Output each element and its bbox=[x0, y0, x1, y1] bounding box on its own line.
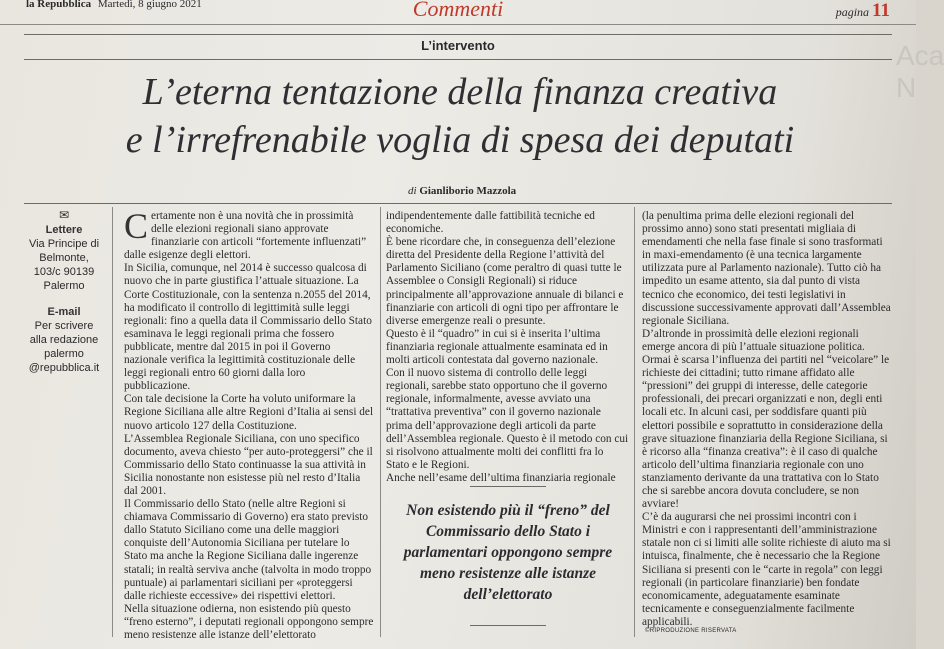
article-paragraph: Con tale decisione la Corte ha voluto uniformare la Regione Siciliana alle altre Regioni d’Italia ai sensi del nuovo articolo 127 della Costituzione. bbox=[124, 393, 374, 432]
article-paragraph: Nella situazione odierna, non esistendo più questo “freno esterno”, i deputati regionali oppongono sempre meno resistenze alle istanze dell’elettorato bbox=[124, 602, 374, 641]
article-paragraph: Il Commissario dello Stato (nelle altre Regioni si chiamava Commissario di Governo) era stato previsto dallo Statuto Siciliano come una delle maggiori conquiste dell’Autonomia Siciliana per tutelare lo Stato ma anche la Regione Siciliana dalle ingerenze statali; in realtà serviva anche (talvolta in modo troppo puntuale) ai parlamentari siciliani per «proteggersi dalle richieste eccessive» dei rispettivi elettori. bbox=[124, 498, 372, 602]
article-paragraph: In Sicilia, comunque, nel 2014 è successo qualcosa di nuovo che in parte giustifica l’attuale situazione. La Corte Costituzionale, con la sentenza n.2055 del 2014, ha modificato il controllo di legittimità sulle leggi regionali: fino a quella data il Commissario dello Stato esaminava le leggi regionali prima che fossero pubblicate, mentre dal 2015 in poi il Governo nazionale verifica la legittimità costituzionale delle leggi regionali entro 60 giorni dalla loro pubblicazione. bbox=[124, 262, 372, 393]
letters-sidebar bbox=[26, 208, 102, 375]
article-paragraph: Anche nell’esame dell’ultima finanziaria regionale bbox=[386, 471, 616, 484]
page-number-value: 11 bbox=[872, 0, 890, 21]
postal-address: Via Principe di Belmonte, 103/c 90139 Palermo bbox=[28, 238, 100, 292]
article-paragraph: Questo è il “quadro” in cui si è inserita l’ultima finanziaria regionale attualmente esaminata ed in molti articoli contestata dal governo nazionale. bbox=[386, 327, 608, 367]
page-header bbox=[0, 0, 916, 25]
divider bbox=[470, 625, 546, 626]
copyright-notice: ©RIPRODUZIONE RISERVATA bbox=[645, 628, 737, 634]
article-paragraph: L’Assemblea Regionale Siciliana, con uno specifico documento, aveva chiesto “per auto-proteggersi” che il Commissario dello Stato continuasse la sua attività in Sicilia nonostante non esistesse più nel resto d’Italia dal 2001. bbox=[124, 432, 373, 497]
headline-line-2: e l’irrefrenabile voglia di spesa dei deputati bbox=[125, 119, 795, 161]
byline bbox=[408, 185, 516, 197]
article-paragraph: indipendentemente dalle fattibilità tecniche ed economiche. bbox=[386, 210, 595, 236]
issue-date: Martedì, 8 giugno 2021 bbox=[97, 0, 202, 10]
kicker: L’intervento bbox=[421, 38, 495, 53]
envelope-icon: ✉ bbox=[58, 208, 70, 222]
article-paragraph: D’altronde in prossimità delle elezioni regionali emerge ancora di più l’attuale situazione politica. bbox=[642, 327, 865, 353]
letters-label: Lettere bbox=[45, 224, 83, 236]
page-label: pagina bbox=[835, 5, 870, 19]
article-paragraph: Certamente non è una novità che in prossimità delle elezioni regionali siano approvate finanziarie con articoli “fortemente influenzati” dalle esigenze degli elettori. bbox=[124, 206, 367, 262]
divider bbox=[470, 486, 546, 487]
article-paragraph: Con il nuovo sistema di controllo delle leggi regionali, sarebbe stato opportuno che il governo regionale, informalmente, avesse avviato una “trattativa preventiva” con il governo nazionale prima dell’approvazione degli articoli da parte dell’Assemblea regionale. Questo è il metodo con cui si risolvono attualmente molti dei conflitti fra lo Stato e le Regioni. bbox=[386, 367, 629, 471]
page-number bbox=[836, 0, 890, 22]
pull-quote: Non esistendo più il “freno” del Commissario dello Stato i parlamentari oppongono sempre meno resistenze alle istanze dell’elettorato bbox=[403, 502, 613, 603]
email-address[interactable]: Per scrivere alla redazione palermo @repubblica.it bbox=[28, 320, 100, 374]
section-title: Commenti bbox=[412, 0, 504, 21]
bleed-through-text: Aca N bbox=[896, 40, 944, 103]
column-divider bbox=[380, 207, 381, 637]
article-paragraph: È bene ricordare che, in conseguenza dell’elezione diretta del Presidente della Regione l’attività del Parlamento Siciliano (come peraltro di quasi tutte le Assemblee o Consigli Regionali) si riduce principalmente all’approvazione annuale di bilanci e finanziarie con articoli di ogni tipo per affrontare le diverse emergenze reali o presunte. bbox=[386, 236, 624, 327]
divider bbox=[24, 34, 892, 35]
divider bbox=[24, 59, 892, 60]
email-label: E-mail bbox=[47, 306, 81, 318]
article-paragraph: C’è da augurarsi che nei prossimi incontri con i Ministri e con i rappresentanti dell’amministrazione statale non ci si limiti alle solite richieste di aiuto ma si intuisca, finalmente, che è necessario che la Regione Siciliana si presenti con le “carte in regola” con leggi regionali (in particolare finanziarie) ben fondate economicamente, adeguatamente esaminate tecnicamente e conseguenzialmente facilmente applicabili. bbox=[642, 511, 891, 628]
article-paragraph: (la penultima prima delle elezioni regionali del prossimo anno) sono stati presentati migliaia di emendamenti che nella fase finale si sono trasformati in maxi-emendamento (è una tecnica largamente utilizzata pure al Parlamento nazionale). Tutto ciò ha impedito un esame attento, sia dal punto di vista tecnico che economico, dei testi legislativi in discussione successivamente approvati dall’Assemblea regionale Siciliana. bbox=[642, 210, 891, 327]
byline-prefix: di bbox=[408, 185, 417, 197]
article-paragraph: Ormai è scarsa l’influenza dei partiti nel “veicolare” le richieste dei cittadini; tutto rimane affidato alle “pressioni” dei gruppi di interesse, delle categorie professionali, dei precari organizzati e non, degli enti locali etc. In alcuni casi, per soddisfare quanti più elettori possibile e soprattutto in considerazione della grave situazione finanziaria della Regione Siciliana, si è ricorso alla “finanza creativa”: è il caso di qualche articolo dell’ultima finanziaria regionale con uno stanziamento derivante da una trattativa con lo Stato che si sarebbe ancora dovuta concludere, se non avviare! bbox=[642, 354, 890, 511]
divider bbox=[24, 203, 892, 204]
article-column-1 bbox=[124, 206, 374, 641]
article-column-3 bbox=[642, 210, 892, 635]
author-name: Gianliborio Mazzola bbox=[419, 185, 517, 197]
column-divider bbox=[112, 207, 113, 637]
drop-cap: C bbox=[124, 206, 149, 246]
headline-line-1: L’eterna tentazione della finanza creativa bbox=[142, 71, 778, 113]
article-column-2 bbox=[386, 210, 629, 484]
headline bbox=[40, 68, 880, 164]
paper-name: la Repubblica bbox=[26, 0, 92, 10]
column-divider bbox=[634, 207, 635, 637]
